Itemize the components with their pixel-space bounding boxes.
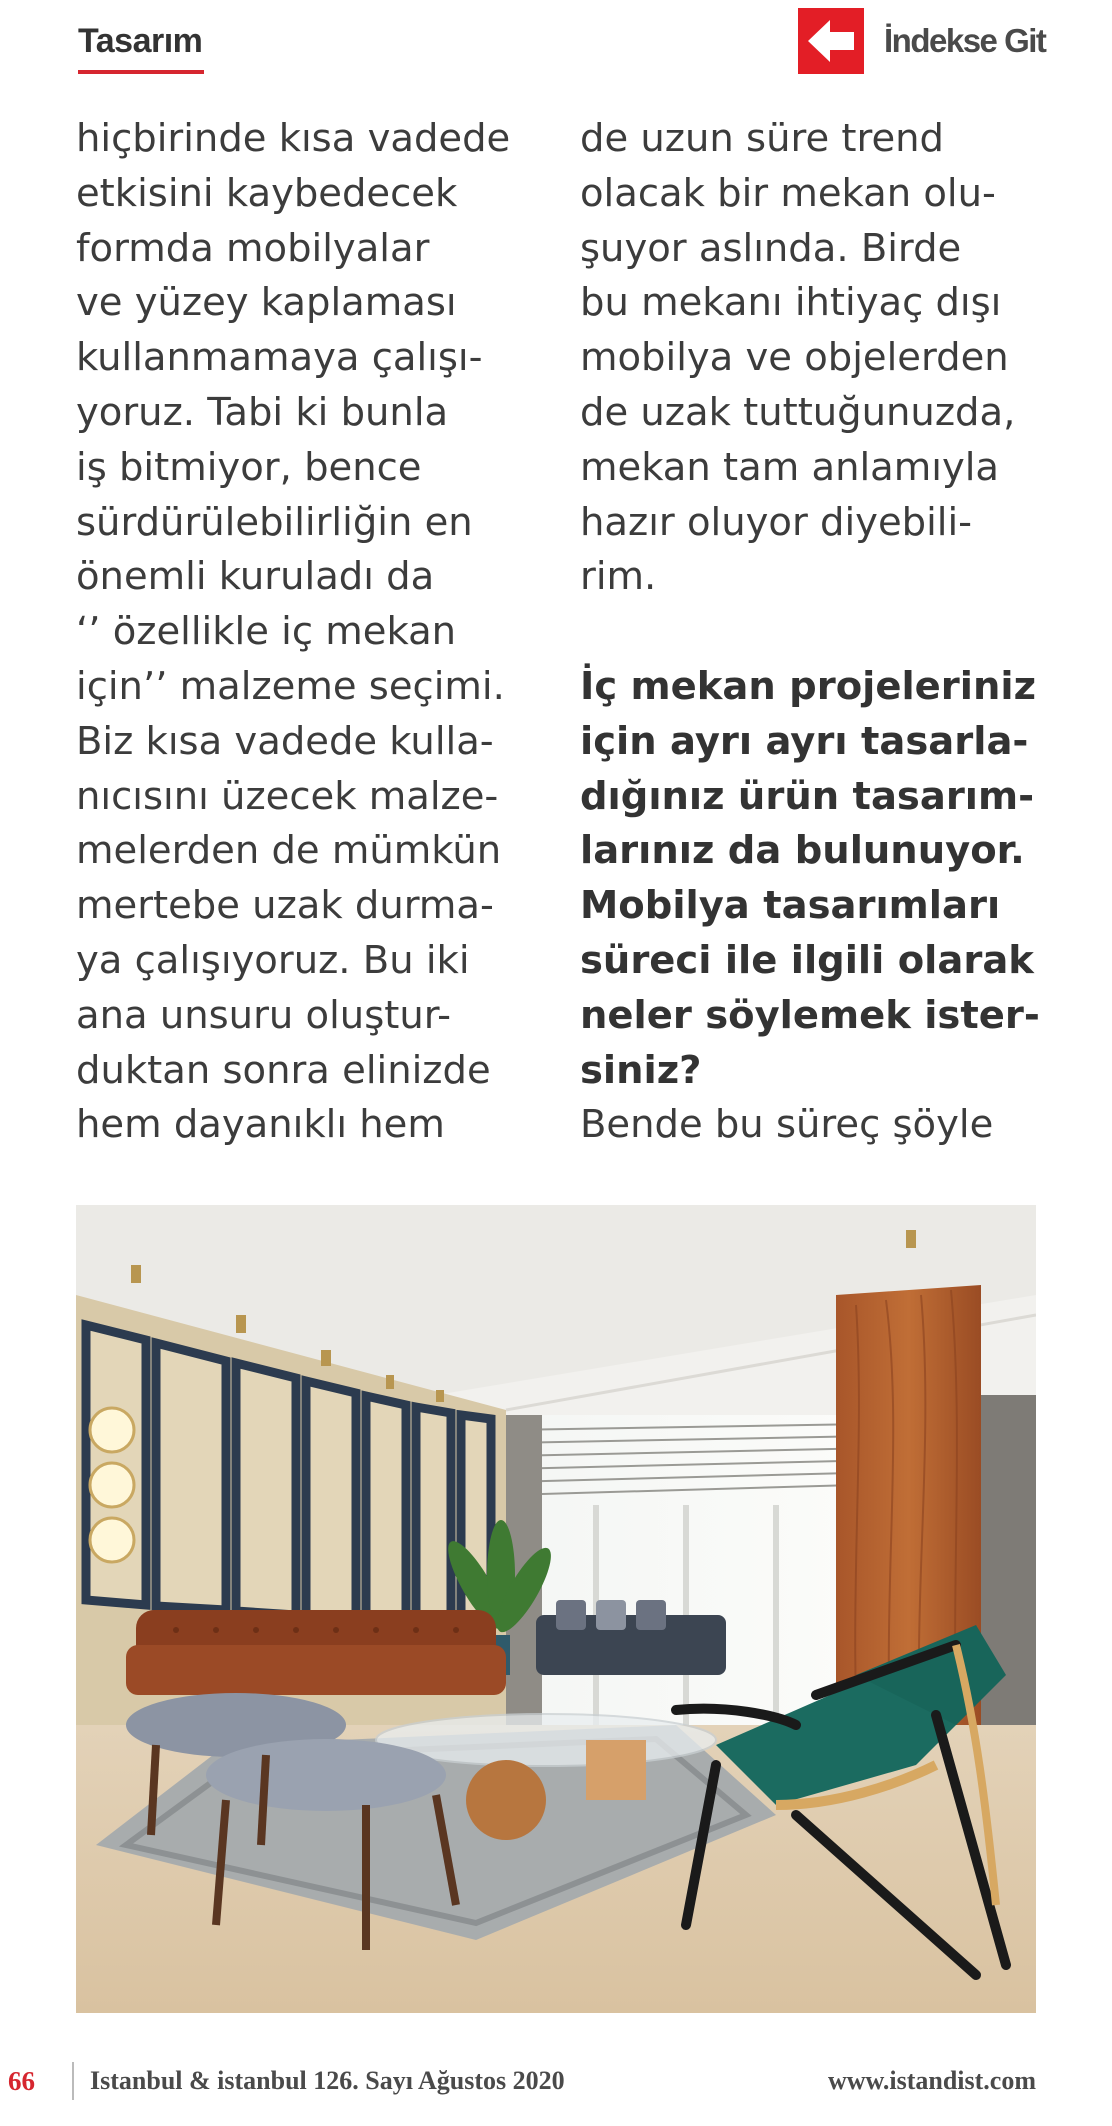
text-line: ana unsuru oluştur- [76, 992, 452, 1038]
text-line: ya çalışıyoruz. Bu iki [76, 937, 470, 983]
text-line: hem dayanıklı hem [76, 1102, 445, 1148]
question-line: larınız da bulunuyor. [580, 828, 1025, 874]
text-line: de uzun süre trend [580, 116, 944, 161]
text-line: yoruz. Tabi ki bunla [76, 389, 449, 435]
section-title: Tasarım [78, 22, 203, 60]
question-line: süreci ile ilgili olarak [580, 937, 1034, 983]
text-line: sürdürülebilirliğin en [76, 499, 473, 545]
text-line: hiçbirinde kısa vadede [76, 116, 511, 161]
text-line: etkisini kaybedecek [76, 170, 458, 216]
text-line: bu mekanı ihtiyaç dışı [580, 280, 1002, 326]
website-link[interactable]: www.istandist.com [827, 2066, 1036, 2095]
text-line: de uzak tuttuğunuzda, [580, 389, 1016, 435]
interior-photo [76, 1205, 1036, 2013]
text-line: rim. [580, 554, 657, 600]
article-left-column [76, 112, 536, 1153]
blank-line [580, 605, 1050, 660]
text-line: için’’ malzeme seçimi. [76, 663, 505, 709]
text-line: formda mobilyalar [76, 225, 430, 271]
back-to-index-button[interactable] [798, 8, 864, 74]
text-line: Biz kısa vadede kulla- [76, 718, 494, 764]
text-line: önemli kuruladı da [76, 554, 435, 600]
section-underline [78, 70, 204, 74]
text-line: iş bitmiyor, bence [76, 444, 422, 490]
text-line: olacak bir mekan olu- [580, 170, 996, 216]
text-line: mertebe uzak durma- [76, 883, 494, 929]
text-line: mekan tam anlamıyla [580, 444, 1000, 490]
page-number: 66 [8, 2066, 35, 2096]
text-line: şuyor aslında. Birde [580, 225, 962, 271]
arrow-left-icon [798, 8, 864, 74]
question-line: neler söylemek ister- [580, 992, 1040, 1038]
text-line: hazır oluyor diyebili- [580, 499, 973, 545]
text-line: melerden de mümkün [76, 828, 502, 874]
magazine-issue: Istanbul & istanbul 126. Sayı Ağustos 2020 [90, 2066, 565, 2095]
article-right-column [580, 112, 1050, 1153]
question-line: siniz? [580, 1047, 702, 1093]
text-line: ‘’ özellikle iç mekan [76, 609, 457, 655]
question-line: Mobilya tasarımları [580, 883, 1001, 929]
text-line: duktan sonra elinizde [76, 1047, 491, 1093]
text-line: mobilya ve objelerden [580, 335, 1009, 381]
back-to-index-link[interactable]: İndekse Git [884, 22, 1046, 59]
text-line: kullanmamaya çalışı- [76, 335, 483, 381]
text-line: ve yüzey kaplaması [76, 280, 457, 326]
question-line: İç mekan projeleriniz [580, 663, 1036, 709]
text-line: nıcısını üzecek malze- [76, 773, 499, 819]
footer-divider [72, 2062, 74, 2100]
text-line: Bende bu süreç şöyle [580, 1102, 994, 1148]
question-line: dığınız ürün tasarım- [580, 773, 1035, 819]
question-line: için ayrı ayrı tasarla- [580, 718, 1029, 764]
